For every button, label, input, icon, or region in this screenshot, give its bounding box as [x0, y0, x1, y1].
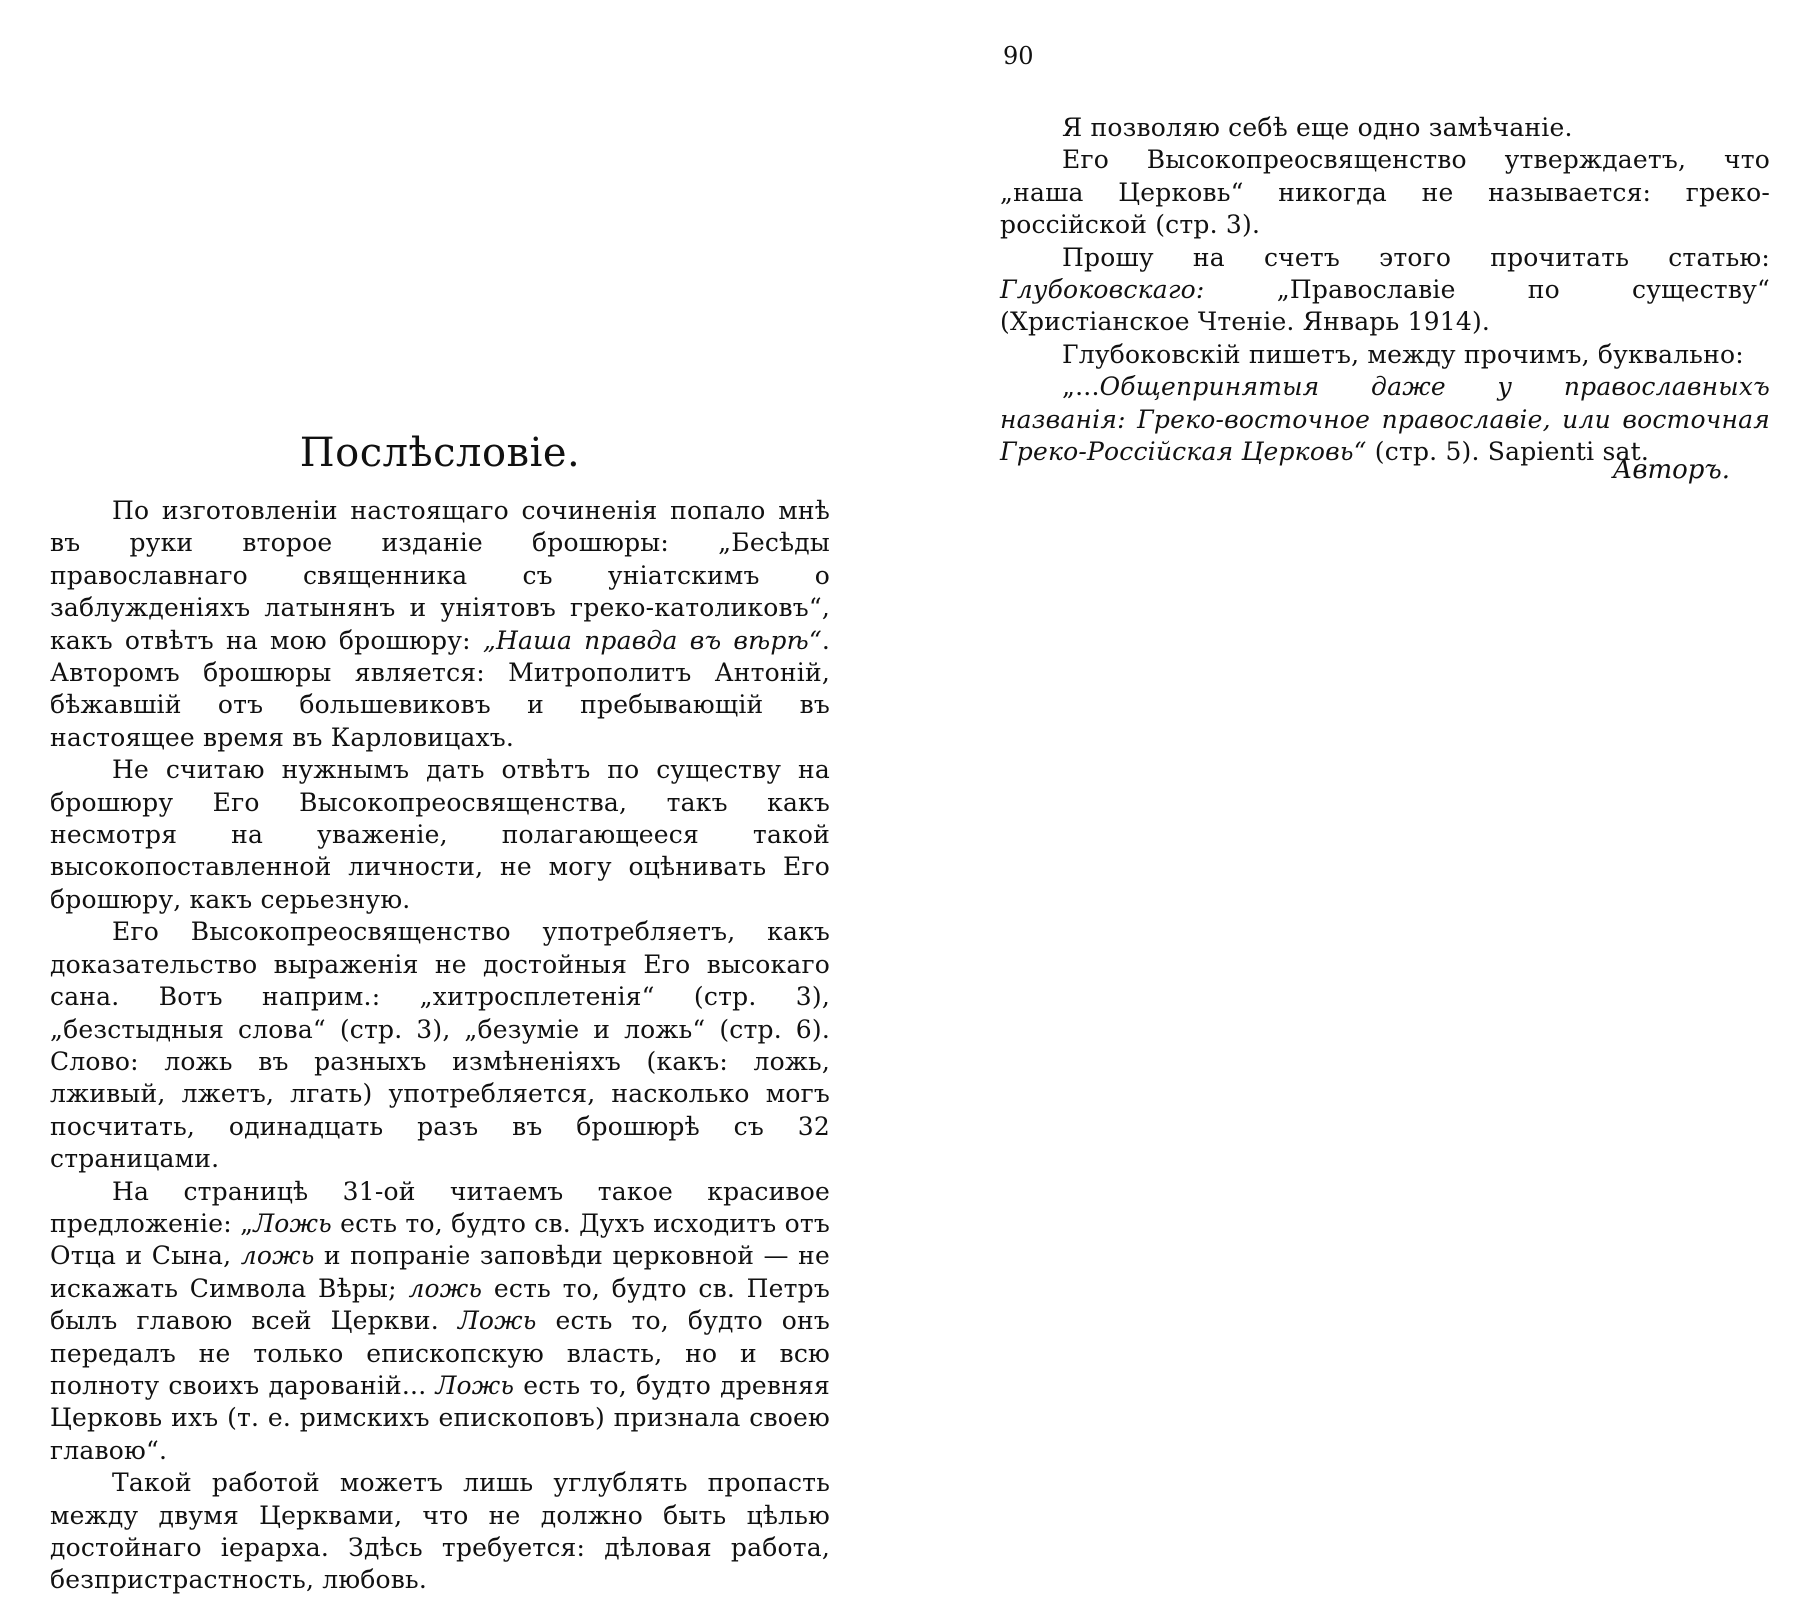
- text-run: По изготовленіи настоящаго сочиненія попало мнѣ въ руки второе изданіе брошюры: „Бесѣды православнаго священника съ уніатскимъ о заблужденіяхъ латынянъ и уніятовъ греко-католиковъ“, какъ отвѣтъ на мою брошюру:: [50, 496, 830, 655]
- paragraph: [50, 1176, 830, 1468]
- page-number: 90: [1003, 42, 1034, 70]
- italic-text-run: Ложь: [253, 1208, 332, 1238]
- text-run: „...: [1062, 372, 1100, 402]
- text-run: . Авторомъ брошюры является: Митрополитъ Антоній, бѣжавшій отъ большевиковъ и пребывающій въ настоящее время въ Карловицахъ.: [50, 625, 830, 752]
- paragraph: [1000, 112, 1770, 144]
- text-run: „Православіе по существу“ (Христіанское Чтеніе. Январь 1914).: [1000, 275, 1770, 337]
- paragraph: [50, 916, 830, 1175]
- right-page-body: [1000, 112, 1770, 468]
- paragraph: [1000, 144, 1770, 241]
- text-run: Его Высокопреосвященство употребляетъ, какъ доказательство выраженія не достойныя Его высокаго сана. Вотъ наприм.: „хитросплетенія“ (стр. 3), „безстыдныя слова“ (стр. 3), „безуміе и ложь“ (стр. 6). Слово: ложь въ разныхъ измѣненіяхъ (какъ: ложь, лживый, лжетъ, лгать) употребляется, насколько могъ посчитать, одинадцать разъ въ брошюрѣ съ 32 страницами.: [50, 917, 830, 1174]
- text-run: Глубоковскій пишетъ, между прочимъ, буквально:: [1062, 339, 1744, 369]
- page-title: Послѣсловіе.: [299, 430, 581, 476]
- text-run: Прошу на счетъ этого прочитать статью:: [1062, 242, 1770, 272]
- italic-text-run: ложь: [408, 1273, 483, 1303]
- italic-text-run: „Наша правда въ вѣрѣ“: [482, 625, 822, 655]
- author-signature: Авторъ.: [1612, 455, 1730, 485]
- text-run: и попраніе заповѣди церковной — не искажать Символа Вѣры;: [50, 1241, 830, 1303]
- italic-text-run: Ложь: [435, 1370, 515, 1400]
- paragraph: [50, 754, 830, 916]
- text-run: Его Высокопреосвященство утверждаетъ, что „наша Церковь“ никогда не называется: греко-россійской (стр. 3).: [1000, 145, 1770, 240]
- text-run: есть то, будто древняя Церковь ихъ (т. е. римскихъ епископовъ) признала своею главою“.: [50, 1370, 830, 1465]
- quote-paragraph: [1000, 371, 1770, 468]
- paragraph: [50, 1467, 830, 1597]
- text-run: есть то, будто св. Духъ исходитъ отъ Отца и Сына,: [50, 1208, 830, 1271]
- text-run: На страницѣ 31-ой читаемъ такое красивое предложеніе: „: [50, 1176, 830, 1238]
- italic-text-run: ложь: [240, 1241, 315, 1271]
- text-run: Не считаю нужнымъ дать отвѣтъ по существу на брошюру Его Высокопреосвященства, такъ какъ несмотря на уваженіе, полагающееся такой высокопоставленной личности, не могу оцѣнивать Его брошюру, какъ серьезную.: [50, 755, 830, 914]
- text-run: есть то, будто св. Петръ былъ главою всей Церкви.: [50, 1273, 830, 1336]
- text-run: Я позволяю себѣ еще одно замѣчаніе.: [1062, 113, 1573, 142]
- left-page-body: [50, 495, 830, 1597]
- italic-text-run: Глубоковскаго:: [1000, 275, 1205, 305]
- text-run: (стр. 5). Sapienti sat.: [1366, 437, 1650, 467]
- italic-text-run: Ложь: [457, 1306, 537, 1336]
- paragraph: [1000, 242, 1770, 339]
- italic-text-run: Общепринятыя даже у православныхъ названія: Греко-восточное православіе, или восточная Греко-Россійская Церковь“: [1000, 372, 1770, 467]
- text-run: есть то, будто онъ передалъ не только епископскую власть, но и всю полноту своихъ дарованій...: [50, 1306, 830, 1400]
- paragraph: [1000, 339, 1770, 371]
- text-run: Такой работой можетъ лишь углублять пропасть между двумя Церквами, что не должно быть цѣлью достойнаго іерарха. Здѣсь требуется: дѣловая работа, безпристрастность, любовь.: [50, 1468, 830, 1595]
- paragraph: [50, 495, 830, 754]
